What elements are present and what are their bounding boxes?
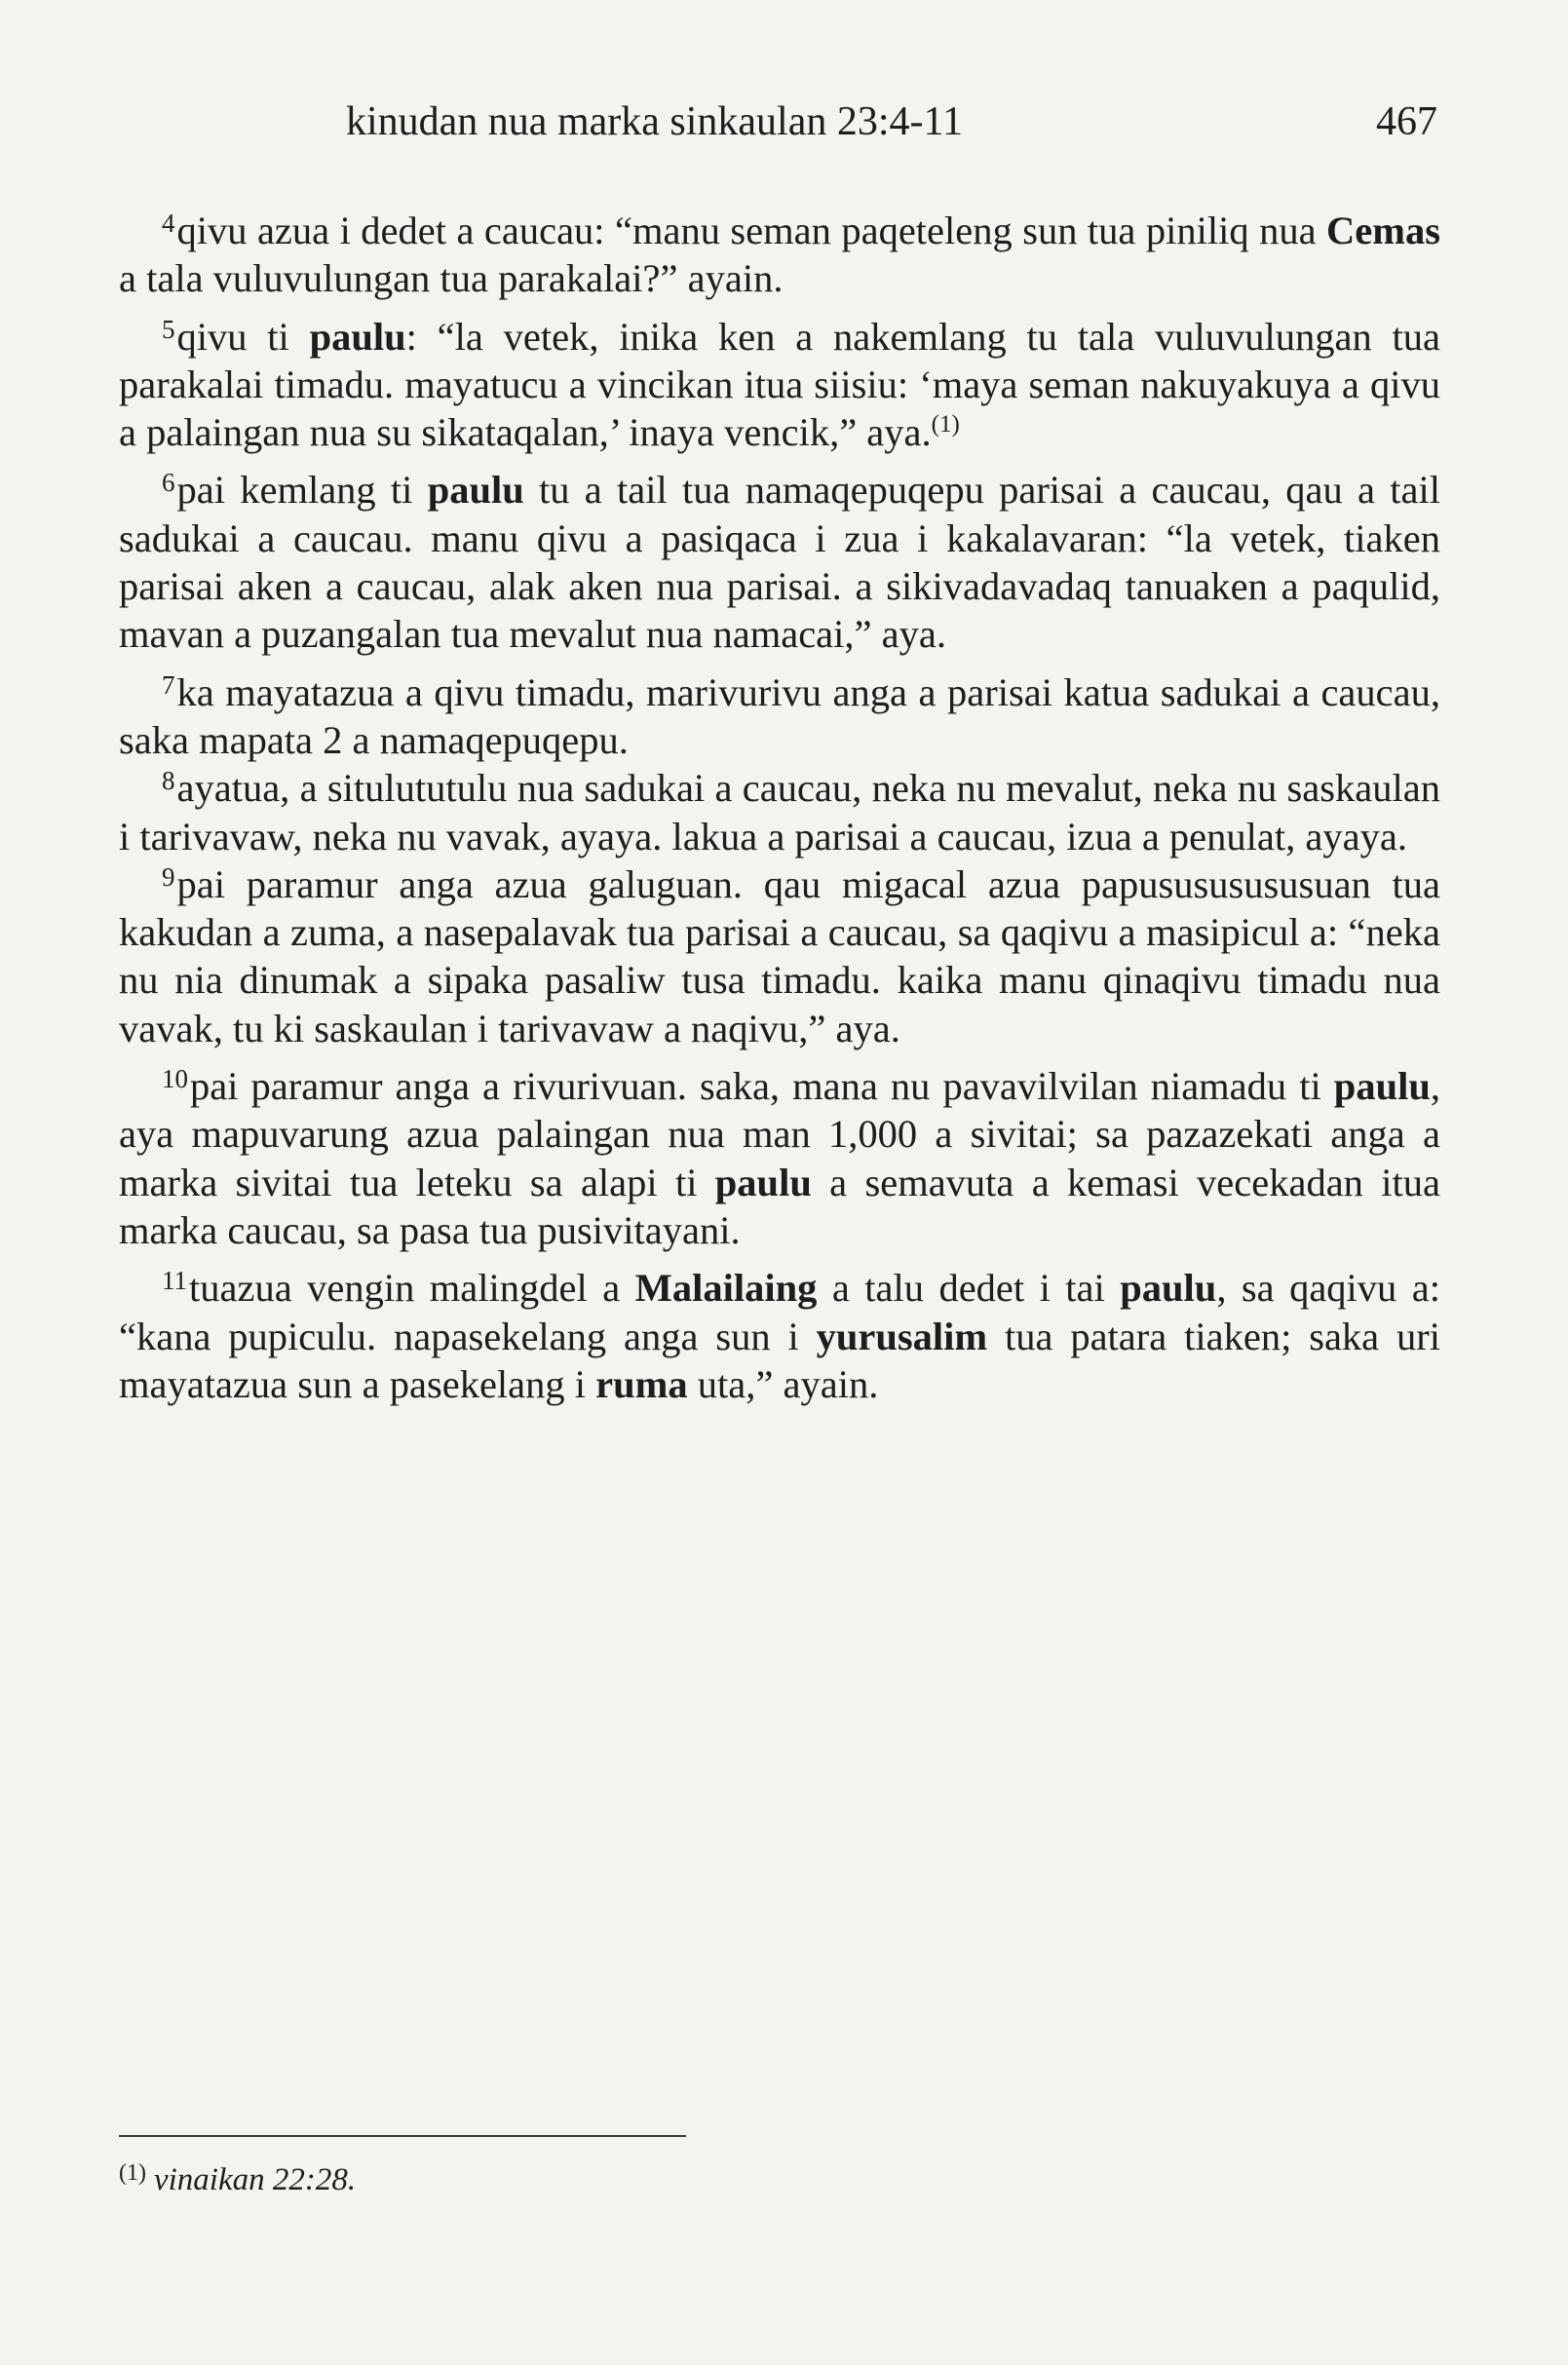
- verse-number: 9: [162, 861, 175, 892]
- bold-name: paulu: [309, 314, 406, 359]
- footnote: [119, 2152, 356, 2201]
- verse-text: : “la vetek, inika ken a nakemlang tu tala vuluvulungan tua parakalai timadu. mayatucu a vincikan itua siisiu: ‘maya seman nakuyakuya a qivu a palaingan nua su sikataqalan,’ inaya vencik,” aya.: [119, 314, 1440, 455]
- bold-name: yurusalim: [816, 1314, 988, 1358]
- verse-number: 11: [162, 1266, 187, 1296]
- running-header: [346, 93, 1437, 151]
- footnote-text: vinaikan 22:28.: [153, 2162, 357, 2197]
- verse-number: 8: [162, 766, 175, 796]
- verse-text: a talu dedet i tai: [817, 1266, 1121, 1311]
- verse-10: [119, 1062, 1440, 1254]
- bold-name: Malailaing: [634, 1266, 818, 1311]
- body-text: [119, 207, 1440, 1418]
- bold-name: paulu: [714, 1160, 812, 1204]
- verse-number: 10: [162, 1064, 188, 1094]
- bold-name: Cemas: [1326, 209, 1440, 252]
- verse-text: tua patara tiaken; saka uri mayatazua sun a pasekelang i: [119, 1314, 1441, 1406]
- verse-text: pai paramur anga azua galuguan. qau migacal azua papusususususuan tua kakudan a zuma, a nasepalavak tua parisai a caucau, sa qaqivu a masipicul a: “neka nu nia dinumak a sipaka pasaliw tusa timadu. kaika manu qinaqivu timadu nua vavak, tu ki saskaulan i tarivavaw a naqivu,” aya.: [119, 861, 1440, 1050]
- page-number: 467: [1376, 99, 1437, 144]
- footnote-rule: [119, 2135, 686, 2137]
- verse-5: [119, 313, 1440, 457]
- bold-name: paulu: [427, 468, 524, 513]
- verse-text: ka mayatazua a qivu timadu, marivurivu anga a parisai katua sadukai a caucau, saka mapata 2 a namaqepuqepu.: [119, 669, 1440, 762]
- verse-text: tu a tail tua namaqepuqepu parisai a caucau, qau a tail sadukai a caucau. manu qivu a pasiqaca i zua i kakalavaran: “la vetek, tiaken parisai aken a caucau, alak aken nua parisai. a sikivadavadaq tanuaken a paqulid, mavan a puzangalan tua mevalut nua namacai,” aya.: [119, 468, 1440, 657]
- verse-text: uta,” ayain.: [687, 1361, 879, 1406]
- verse-text: tuazua vengin malingdel a: [189, 1266, 635, 1311]
- verse-text: ayatua, a situlututulu nua sadukai a caucau, neka nu mevalut, neka nu saskaulan i tarivavaw, neka nu vavak, ayaya. lakua a parisai a caucau, izua a penulat, ayaya.: [119, 766, 1440, 858]
- verse-7: [119, 668, 1440, 765]
- verse-number: 7: [162, 669, 175, 700]
- bold-name: ruma: [595, 1361, 688, 1406]
- footnote-reference: (1): [931, 411, 960, 439]
- running-title: kinudan nua marka sinkaulan 23:4-11: [346, 99, 963, 144]
- bold-name: paulu: [1120, 1266, 1217, 1311]
- verse-number: 6: [162, 468, 175, 498]
- verse-text: pai kemlang ti: [176, 468, 428, 513]
- verse-text: , aya mapuvarung azua palaingan nua man 1,000 a sivitai; sa pazazekati anga a marka sivitai tua leteku sa alapi ti: [119, 1064, 1440, 1204]
- verse-text: qivu ti: [176, 314, 310, 359]
- verse-text: , sa qaqivu a: “kana pupiculu. napasekelang anga sun i: [119, 1266, 1440, 1358]
- verse-6: [119, 466, 1440, 658]
- verse-11: [119, 1264, 1440, 1408]
- verse-text: a tala vuluvulungan tua parakalai?” ayain.: [119, 256, 784, 301]
- verse-text: pai paramur anga a rivurivuan. saka, mana nu pavavilvilan niamadu ti: [190, 1064, 1334, 1109]
- verse-number: 4: [162, 209, 175, 238]
- bold-name: paulu: [1333, 1064, 1431, 1109]
- footnote-mark: (1): [119, 2160, 146, 2186]
- verse-8: [119, 764, 1440, 860]
- verse-text: a semavuta a kemasi vecekadan itua marka caucau, sa pasa tua pusivitayani.: [119, 1160, 1440, 1252]
- verse-4: [119, 207, 1440, 303]
- verse-9: [119, 860, 1440, 1052]
- verse-number: 5: [162, 314, 175, 344]
- verse-text: qivu azua i dedet a caucau: “manu seman paqeteleng sun tua piniliq nua: [176, 209, 1327, 252]
